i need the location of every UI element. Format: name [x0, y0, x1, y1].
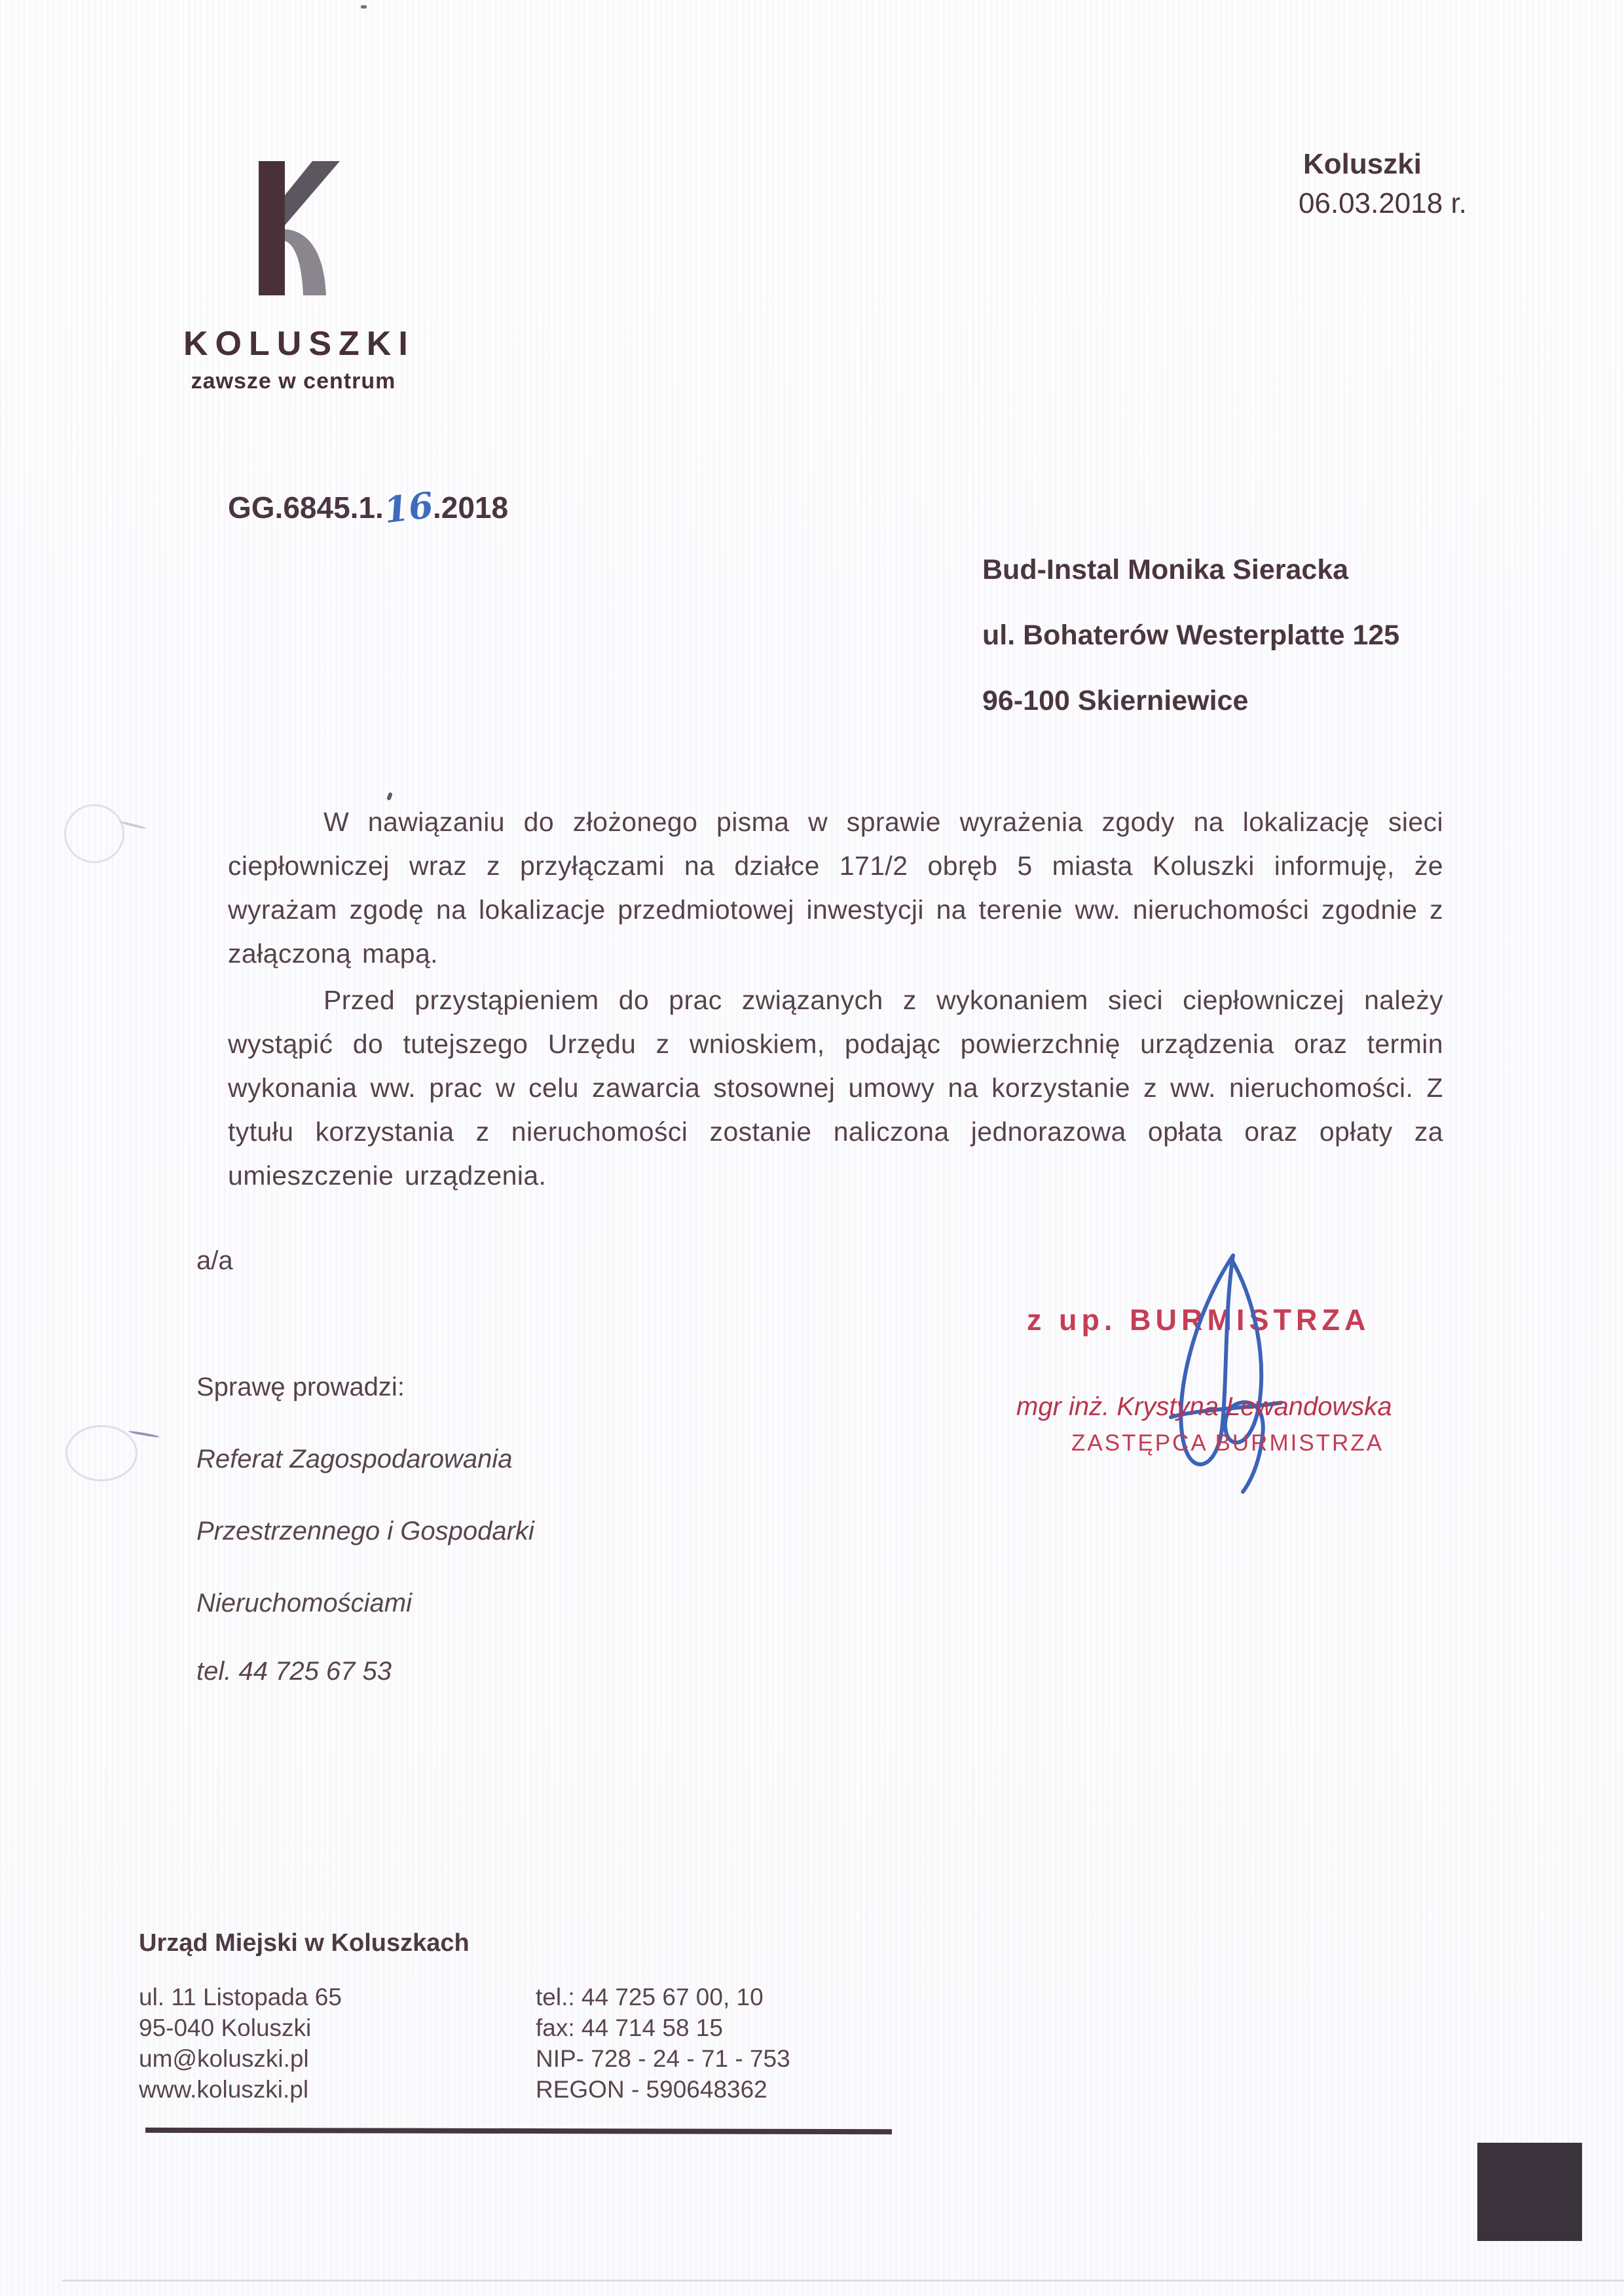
recipient-line: ul. Bohaterów Westerplatte 125	[982, 620, 1400, 651]
stamp-authority-line: z up. BURMISTRZA	[1027, 1303, 1371, 1337]
footer-address-line: ul. 11 Listopada 65	[139, 1984, 342, 2010]
body-paragraph-1: W nawiązaniu do złożonego pisma w sprawie wyrażenia zgody na lokalizację sieci ciepłowniczej wraz z przyłączami na działce 171/2 obręb 5 miasta Koluszki informuję, że wyrażam zgodę na lokalizacje przedmiotowej inwestycji na terenie ww. nieruchomości zgodnie z załączoną mapą.	[228, 807, 1443, 969]
aa-note: a/a	[196, 1246, 233, 1275]
koluszki-logo	[183, 161, 415, 394]
footer-address-line: 95-040 Koluszki	[139, 2014, 312, 2041]
reference-number	[228, 483, 509, 532]
footer-contact-line: NIP- 728 - 24 - 71 - 753	[536, 2045, 790, 2072]
case-officer-line: Przestrzennego i Gospodarki	[196, 1517, 534, 1546]
body-paragraph-2: Przed przystąpieniem do prac związanych z wykonaniem sieci ciepłowniczej należy wystąpić do tutejszego Urzędu z wnioskiem, podając powierzchnię urządzenia oraz termin wykonania ww. prac w celu zawarcia stosownej umowy na korzystanie z ww. nieruchomości. Z tytułu korzystania z nieruchomości zostanie naliczona jednorazowa opłata oraz opłaty za umieszczenie urządzenia.	[228, 985, 1443, 1191]
case-officer-line: Nieruchomościami	[196, 1589, 412, 1618]
scan-artifact-bottom-line	[62, 2280, 1624, 2282]
logo-wordmark: KOLUSZKI	[183, 325, 415, 363]
scan-speck	[361, 5, 367, 9]
footer-divider	[145, 2128, 892, 2134]
scan-speck	[386, 792, 393, 800]
handwritten-case-number: 16	[381, 483, 435, 532]
signature-icon	[1132, 1252, 1289, 1494]
reference-prefix: GG.6845.1.	[228, 491, 384, 525]
footer-contact-block	[536, 1982, 790, 2105]
recipient-line: Bud-Instal Monika Sieracka	[982, 554, 1349, 585]
case-officer-label: Sprawę prowadzi:	[196, 1373, 405, 1401]
footer-contact-line: fax: 44 714 58 15	[536, 2014, 723, 2041]
footer-contact-line: REGON - 590648362	[536, 2076, 767, 2103]
signatory-title: ZASTĘPCA BURMISTRZA	[1071, 1430, 1384, 1456]
footer-address-line: um@koluszki.pl	[139, 2045, 309, 2072]
footer-address-line: www.koluszki.pl	[139, 2076, 309, 2103]
scan-artifact-square	[1477, 2143, 1582, 2241]
letter-date: 06.03.2018 r.	[1299, 187, 1467, 219]
footer-contact-line: tel.: 44 725 67 00, 10	[536, 1984, 764, 2010]
paper-clip-mark-tail	[128, 1430, 160, 1438]
case-officer-line: tel. 44 725 67 53	[196, 1657, 392, 1686]
paper-clip-mark	[65, 1425, 138, 1481]
reference-suffix: .2018	[432, 491, 509, 525]
footer-address-block	[139, 1982, 342, 2105]
paper-clip-mark	[64, 804, 124, 863]
logo-tagline: zawsze w centrum	[191, 369, 396, 394]
recipient-line: 96-100 Skierniewice	[982, 685, 1249, 716]
logo-k-icon	[247, 161, 340, 295]
case-officer-line: Referat Zagospodarowania	[196, 1445, 513, 1473]
signatory-name: mgr inż. Krystyna Lewandowska	[1016, 1392, 1392, 1421]
letter-city: Koluszki	[1303, 148, 1422, 180]
footer-office-name: Urząd Miejski w Koluszkach	[139, 1929, 470, 1957]
